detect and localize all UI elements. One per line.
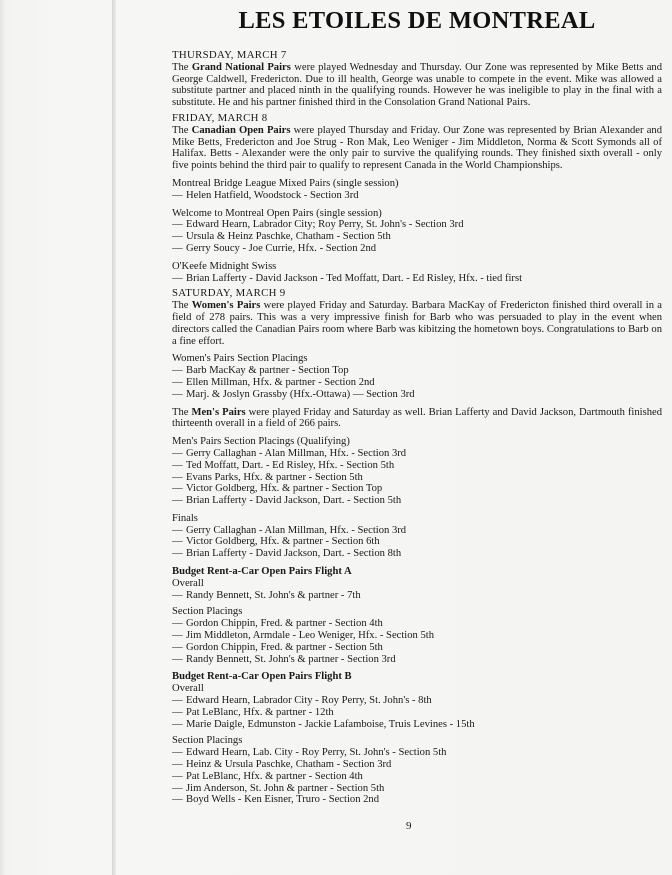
list-item [172, 642, 662, 654]
dash-bullet: — [172, 272, 183, 284]
dash-bullet: — [172, 548, 183, 560]
paragraph-womens-pairs: The Women's Pairs were played Friday and Saturday. Barbara MacKay of Fredericton finished third overall in a field of 278 pairs. This was a very impressive finish for Barb who was persuaded to play in the event when directors called the Canadian Pairs room where Barb was kibitzing the hometown boys. Congratulations to Barb on a fine effort. [172, 300, 662, 347]
list-item-text: Ellen Millman, Hfx. & partner - Section 2nd [186, 376, 375, 388]
dash-bullet: — [172, 365, 183, 377]
list-womens-placings [172, 353, 662, 400]
list-item-text: Edward Hearn, Labrador City - Roy Perry, St. John's - 8th [186, 695, 432, 707]
list-item [172, 472, 662, 484]
list-heading: Montreal Bridge League Mixed Pairs (single session) [172, 177, 399, 189]
dash-bullet: — [172, 495, 183, 507]
list-item-text: Victor Goldberg, Hfx. & partner - Section Top [186, 483, 383, 495]
dash-bullet: — [172, 641, 183, 653]
list-mens-placings [172, 436, 662, 507]
list-item-text: Barb MacKay & partner - Section Top [186, 365, 349, 377]
dash-bullet: — [172, 388, 183, 400]
dash-bullet: — [172, 524, 183, 536]
list-item-text: Gerry Callaghan - Alan Millman, Hfx. - Section 3rd [186, 447, 407, 459]
section-placings-label: Section Placings [172, 735, 243, 747]
list-item [172, 536, 662, 548]
list-item [172, 365, 662, 377]
list-item-text: Edward Hearn, Labrador City; Roy Perry, St. John's - Section 3rd [186, 219, 464, 231]
list-item-text: Heinz & Ursula Paschke, Chatham - Section 3rd [186, 759, 392, 771]
list-item [172, 771, 662, 783]
dash-bullet: — [172, 770, 183, 782]
list-item-text: Pat LeBlanc, Hfx. & partner - 12th [186, 706, 334, 718]
list-welcome-open-pairs [172, 208, 662, 255]
list-item-text: Edward Hearn, Lab. City - Roy Perry, St. John's - Section 5th [186, 747, 447, 759]
dash-bullet: — [172, 759, 183, 771]
list-item-text: Brian Lafferty - David Jackson, Dart. - Section 5th [186, 495, 402, 507]
page-title: LES ETOILES DE MONTREAL [238, 7, 596, 34]
list-item-text: Ted Moffatt, Dart. - Ed Risley, Hfx. - Section 5th [186, 459, 395, 471]
list-item [172, 377, 662, 389]
list-item [172, 654, 662, 666]
list-heading: Finals [172, 512, 198, 524]
list-item-text: Gerry Callaghan - Alan Millman, Hfx. - Section 3rd [186, 524, 407, 536]
dash-bullet: — [172, 447, 183, 459]
page-number: 9 [406, 820, 412, 832]
list-item-text: Brian Lafferty - David Jackson, Dart. - Section 8th [186, 548, 402, 560]
list-item [172, 190, 662, 202]
list-item [172, 630, 662, 642]
section-budget-flight-a [172, 566, 662, 665]
list-item-text: Helen Hatfield, Woodstock - Section 3rd [186, 189, 359, 201]
list-item [172, 747, 662, 759]
dash-bullet: — [172, 618, 183, 630]
date-heading-friday: FRIDAY, MARCH 8 [172, 111, 268, 124]
event-name: Canadian Open Pairs [191, 124, 291, 136]
event-name: Grand National Pairs [191, 61, 291, 73]
dash-bullet: — [172, 231, 183, 243]
list-item-text: Victor Goldberg, Hfx. & partner - Section 6th [186, 536, 380, 548]
dash-bullet: — [172, 471, 183, 483]
dash-bullet: — [172, 706, 183, 718]
dash-bullet: — [172, 695, 183, 707]
list-item [172, 759, 662, 771]
paragraph-grand-national: The Grand National Pairs were played Wednesday and Thursday. Our Zone was represented by Mike Betts and George Caldwell, Fredericton. Due to ill health, George was unable to compete in the event. Mike was allowed a substitute partner and placed ninth in the qualifying rounds. However he was ineligible to play in the final with a substitute. He and his partner finished third in the Consolation Grand National Pairs. [172, 61, 663, 109]
list-item-text: Gordon Chippin, Fred. & partner - Section 4th [186, 618, 383, 630]
list-item [172, 389, 662, 401]
list-item-text: Ursula & Heinz Paschke, Chatham - Section 5th [186, 231, 391, 243]
list-finals [172, 513, 662, 560]
dash-bullet: — [172, 459, 183, 471]
dash-bullet: — [172, 189, 183, 201]
binding-shadow [112, 0, 116, 875]
list-item-text: Evans Parks, Hfx. & partner - Section 5th [186, 471, 363, 483]
list-item-text: Gordon Chippin, Fred. & partner - Section 5th [186, 641, 383, 653]
list-item-text: Randy Bennett, St. John's & partner - Section 3rd [186, 653, 396, 665]
dash-bullet: — [172, 242, 183, 254]
list-item [172, 707, 662, 719]
list-item [172, 618, 662, 630]
list-item-text: Pat LeBlanc, Hfx. & partner - Section 4th [186, 770, 363, 782]
list-item [172, 695, 662, 707]
list-item [172, 460, 662, 472]
date-heading-thursday: THURSDAY, MARCH 7 [172, 49, 287, 61]
list-item [172, 719, 662, 731]
list-item [172, 783, 662, 795]
list-heading: Women's Pairs Section Placings [172, 353, 308, 365]
dash-bullet: — [172, 483, 183, 495]
list-heading: Men's Pairs Section Placings (Qualifying) [172, 436, 350, 448]
dash-bullet: — [172, 630, 183, 642]
dash-bullet: — [172, 653, 183, 665]
list-item-text: Gerry Soucy - Joe Currie, Hfx. - Section 2nd [186, 242, 377, 254]
list-item [172, 483, 662, 495]
list-item [172, 243, 662, 255]
list-item-text: Marj. & Joslyn Grassby (Hfx.-Ottawa) — Section 3rd [186, 388, 415, 400]
date-heading-saturday: SATURDAY, MARCH 9 [172, 287, 286, 300]
list-item [172, 495, 662, 507]
event-name: Women's Pairs [191, 300, 261, 312]
list-heading: O'Keefe Midnight Swiss [172, 260, 277, 272]
list-item-text: Jim Anderson, St. John & partner - Section 5th [186, 782, 385, 794]
dash-bullet: — [172, 718, 183, 730]
dash-bullet: — [172, 536, 183, 548]
dash-bullet: — [172, 589, 183, 601]
list-item-text: Brian Lafferty - David Jackson - Ted Moffatt, Dart. - Ed Risley, Hfx. - tied first [186, 272, 523, 284]
dash-bullet: — [172, 219, 183, 231]
list-item-text: Jim Middleton, Armdale - Leo Weniger, Hfx. - Section 5th [186, 630, 435, 642]
overall-label: Overall [172, 683, 204, 695]
list-item [172, 590, 662, 602]
dash-bullet: — [172, 782, 183, 794]
list-item [172, 219, 662, 231]
section-heading: Budget Rent-a-Car Open Pairs Flight A [172, 566, 352, 578]
list-item [172, 794, 662, 806]
list-item [172, 525, 662, 537]
list-item [172, 231, 662, 243]
dash-bullet: — [172, 376, 183, 388]
section-heading: Budget Rent-a-Car Open Pairs Flight B [172, 671, 352, 683]
list-midnight-swiss [172, 261, 662, 285]
dash-bullet: — [172, 747, 183, 759]
section-budget-flight-b [172, 671, 662, 806]
list-item [172, 448, 662, 460]
dash-bullet: — [172, 794, 183, 806]
paragraph-canadian-open: The Canadian Open Pairs were played Thursday and Friday. Our Zone was represented by Brian Alexander and Mike Betts, Fredericton and Joe Strug - Ron Mak, Leo Weniger - Jim Middleton, Norma & Scott Symonds all of Halifax. Betts - Alexander were the only pair to survive the qualifying rounds. They finished sixth overall - only five points behind the third pair to qualify to represent Canada in the World Championships. [172, 124, 663, 172]
list-item-text: Marie Daigle, Edmunston - Jackie Lafamboise, Truis Levines - 15th [186, 718, 475, 730]
list-item [172, 273, 662, 285]
list-item-text: Boyd Wells - Ken Eisner, Truro - Section 2nd [186, 794, 380, 806]
list-mixed-pairs [172, 178, 662, 202]
list-item [172, 548, 662, 560]
paragraph-mens-pairs: The Men's Pairs were played Friday and Saturday as well. Brian Lafferty and David Jackson, Dartmouth finished thirteenth overall in a field of 266 pairs. [172, 406, 663, 430]
overall-label: Overall [172, 577, 204, 589]
list-item-text: Randy Bennett, St. John's & partner - 7th [186, 589, 361, 601]
article [172, 6, 662, 806]
list-heading: Welcome to Montreal Open Pairs (single session) [172, 207, 382, 219]
event-name: Men's Pairs [191, 406, 246, 418]
section-placings-label: Section Placings [172, 606, 243, 618]
